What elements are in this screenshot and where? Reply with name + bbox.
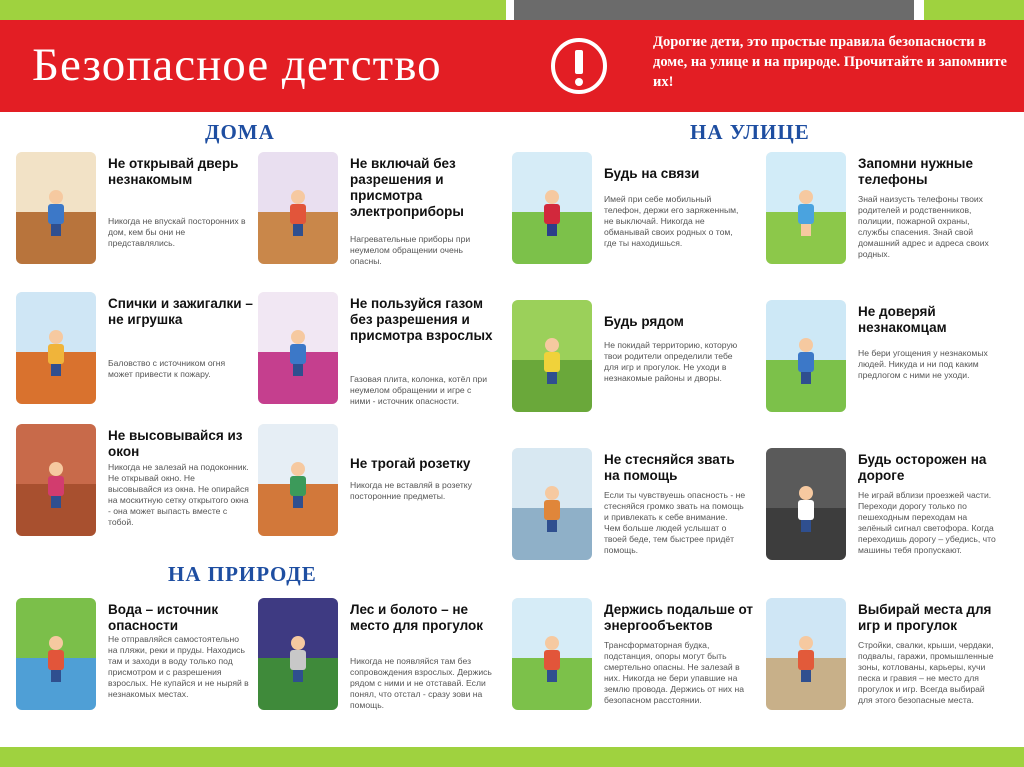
rule-text: Никогда не вставляй в розетку посторонние предметы. [350, 480, 472, 501]
rule-title: Будь на связи [604, 166, 700, 181]
exclamation-bar [575, 50, 583, 74]
rule-text: Баловство с источником огня может привести к пожару. [108, 358, 226, 379]
illustration-gas [258, 292, 338, 404]
illustration-socket [258, 424, 338, 536]
rule-title: Спички и зажигалки – не игрушка [108, 296, 253, 327]
rule-title: Не включай без разрешения и присмотра электроприборы [350, 156, 464, 219]
top-frame-strip [0, 0, 1024, 20]
rule-title: Будь рядом [604, 314, 684, 329]
rule-title: Не пользуйся газом без разрешения и присмотра взрослых [350, 296, 493, 343]
illustration-girl-meadow [766, 152, 846, 264]
illustration-crosswalk [766, 448, 846, 560]
illustration-phone [512, 152, 592, 264]
rule-text: Никогда не залезай на подоконник. Не открывай окно. Не высовывайся из окна. Не опирайся на москитную сетку открытого окна - она может выпасть вместе с тобой. [108, 462, 249, 527]
exclamation-icon [551, 38, 607, 94]
rule-title: Не высовывайся из окон [108, 428, 243, 459]
illustration-forest [258, 598, 338, 710]
rule-text: Трансформаторная будка, подстанция, опоры могут быть смертельно опасны. Не залезай в них. Никогда не бери упавшие на землю провода. Держись от них на безопасном расстоянии. [604, 640, 744, 705]
rule-text: Не покидай территорию, которую твои родители определили тебе для игр и прогулок. Не уходи в незнакомые районы и дворы. [604, 340, 738, 383]
section-heading-nature: НА ПРИРОДЕ [168, 562, 317, 586]
rule-text: Не бери угощения у незнакомых людей. Никуда и ни под каким предлогом с ними не уходи. [858, 348, 988, 380]
rule-text: Никогда не появляйся там без сопровождения взрослых. Держись рядом с ними и не отставай. Если понял, что отстал - сразу зови на помощь. [350, 656, 492, 710]
rule-title: Не трогай розетку [350, 456, 471, 471]
illustration-stranger [766, 300, 846, 412]
frame-segment-green [0, 0, 506, 20]
frame-segment-green [924, 0, 1024, 20]
illustration-door [16, 152, 96, 264]
rule-text: Нагревательные приборы при неумелом обращении очень опасны. [350, 234, 471, 266]
rule-title: Лес и болото – не место для прогулок [350, 602, 484, 633]
illustration-call-help [512, 448, 592, 560]
exclamation-dot [575, 78, 583, 86]
illustration-window [16, 424, 96, 536]
title-banner [0, 20, 1024, 112]
illustration-construction [766, 598, 846, 710]
rule-title: Запомни нужные телефоны [858, 156, 973, 187]
bottom-frame-strip [0, 747, 1024, 767]
frame-segment-gray [514, 0, 914, 20]
rule-text: Стройки, свалки, крыши, чердаки, подвалы, гаражи, промышленные зоны, котлованы, карьеры, кучи песка и гравия – не место для прогулок и игр. Всегда выбирай для этого безопасные места. [858, 640, 994, 705]
illustration-power-station [512, 598, 592, 710]
illustration-park-path [512, 300, 592, 412]
rule-text: Газовая плита, колонка, котёл при неумелом обращении и игре с ними - источник опасности. [350, 374, 488, 406]
rule-title: Будь осторожен на дороге [858, 452, 987, 483]
illustration-water [16, 598, 96, 710]
rule-title: Держись подальше от энергообъектов [604, 602, 753, 633]
intro-text: Дорогие дети, это простые правила безопасности в доме, на улице и на природе. Прочитайте и запомните их! [653, 34, 1007, 90]
rule-title: Вода – источник опасности [108, 602, 219, 633]
poster-title: Безопасное детство [32, 39, 442, 91]
rule-text: Если ты чувствуешь опасность - не стесняйся громко звать на помощь и привлекать к себе внимание. Чем больше людей услышат о твоей беде, тем быстрее придёт помощь. [604, 490, 746, 555]
section-heading-home: ДОМА [205, 120, 275, 144]
rule-title: Не доверяй незнакомцам [858, 304, 947, 335]
rule-title: Выбирай места для игр и прогулок [858, 602, 992, 633]
rule-text: Никогда не впускай посторонних в дом, кем бы они не представлялись. [108, 216, 246, 248]
rule-text: Знай наизусть телефоны твоих родителей и родственников, полиции, пожарной охраны, службы спасения. Знай свой домашний адрес и адреса своих родных. [858, 194, 989, 259]
rule-title: Не открывай дверь незнакомым [108, 156, 239, 187]
section-heading-street: НА УЛИЦЕ [690, 120, 810, 144]
rule-text: Не играй вблизи проезжей части. Переходи дорогу только по пешеходным переходам на зелёный сигнал светофора. Когда переходишь дорогу – убедись, что машины тебя пропускают. [858, 490, 996, 555]
rule-title: Не стесняйся звать на помощь [604, 452, 735, 483]
rule-text: Имей при себе мобильный телефон, держи его заряженным, не выключай. Никогда не обманывай своих родных о том, где ты находишься. [604, 194, 739, 248]
illustration-matches [16, 292, 96, 404]
illustration-appliances [258, 152, 338, 264]
rule-text: Не отправляйся самостоятельно на пляжи, реки и пруды. Находись там и заходи в воду только под присмотром и с разрешения взрослых. Не купайся и не ныряй в незнакомых местах. [108, 634, 249, 699]
